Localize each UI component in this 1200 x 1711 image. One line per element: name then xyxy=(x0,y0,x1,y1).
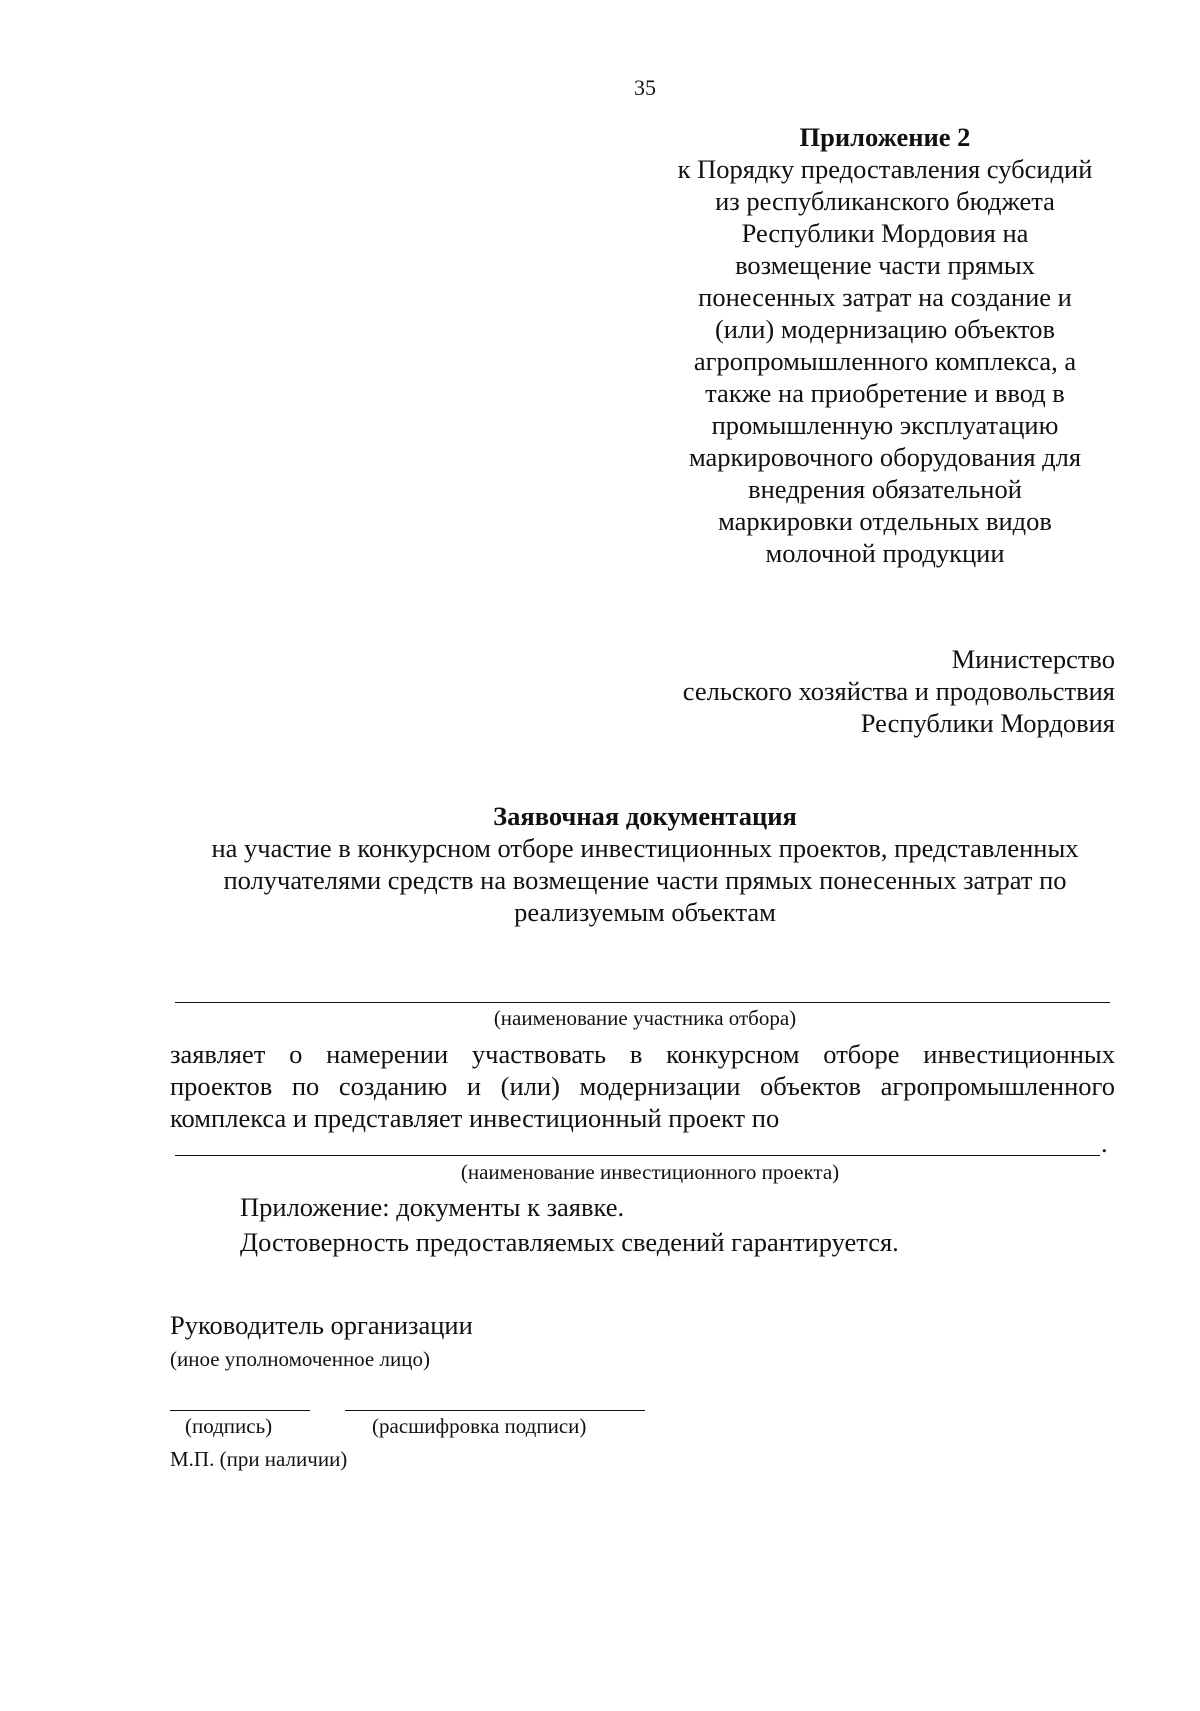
appendix-line: Республики Мордовия на xyxy=(741,218,1029,248)
heading-line: на участие в конкурсном отборе инвестиционных проектов, представленных xyxy=(211,833,1079,863)
participant-caption: (наименование участника отбора) xyxy=(493,1006,797,1030)
attachment-line: Приложение: документы к заявке. xyxy=(240,1192,625,1222)
statement-line: проектов по созданию и (или) модернизации объектов агропромышленного xyxy=(170,1071,1115,1101)
signature-caption: (подпись) xyxy=(185,1414,273,1438)
signature-line xyxy=(170,1410,310,1411)
guarantee-line: Достоверность предоставляемых сведений гарантируется. xyxy=(240,1227,899,1257)
project-name-line xyxy=(175,1155,1100,1156)
appendix-line: к Порядку предоставления субсидий xyxy=(677,154,1093,184)
appendix-line: возмещение части прямых xyxy=(735,250,1035,280)
addressee-line: Министерство xyxy=(951,644,1115,674)
addressee-block xyxy=(683,643,1115,739)
appendix-title: Приложение 2 xyxy=(799,122,971,152)
signatory-title: Руководитель организации xyxy=(170,1310,473,1340)
appendix-block xyxy=(650,121,1120,569)
addressee-line: Республики Мордовия xyxy=(860,708,1115,738)
appendix-line: промышленную эксплуатацию xyxy=(711,410,1059,440)
statement-line: комплекса и представляет инвестиционный проект по xyxy=(170,1103,780,1133)
appendix-line: агропромышленного комплекса, а xyxy=(693,346,1077,376)
signature-decode-line xyxy=(345,1410,645,1411)
appendix-line: внедрения обязательной xyxy=(748,474,1022,504)
appendix-line: также на приобретение и ввод в xyxy=(705,378,1065,408)
addressee-line: сельского хозяйства и продовольствия xyxy=(682,676,1115,706)
statement-line: заявляет о намерении участвовать в конкурсном отборе инвестиционных xyxy=(170,1039,1115,1069)
document-heading xyxy=(160,800,1130,928)
heading-line: реализуемым объектам xyxy=(514,897,776,927)
project-line-period: . xyxy=(1101,1128,1108,1158)
page-number: 35 xyxy=(634,75,656,100)
heading-line: получателями средств на возмещение части прямых понесенных затрат по xyxy=(223,865,1067,895)
stamp-note: М.П. (при наличии) xyxy=(170,1447,348,1471)
document-title: Заявочная документация xyxy=(493,801,797,831)
participant-name-line xyxy=(175,1002,1110,1003)
appendix-line: молочной продукции xyxy=(765,538,1005,568)
project-caption: (наименование инвестиционного проекта) xyxy=(460,1160,840,1184)
appendix-line: из республиканского бюджета xyxy=(715,186,1055,216)
appendix-line: маркировки отдельных видов xyxy=(718,506,1052,536)
appendix-line: (или) модернизацию объектов xyxy=(714,314,1056,344)
signatory-subtitle: (иное уполномоченное лицо) xyxy=(170,1347,430,1371)
signature-decode-caption: (расшифровка подписи) xyxy=(372,1414,587,1438)
appendix-line: маркировочного оборудования для xyxy=(688,442,1082,472)
appendix-line: понесенных затрат на создание и xyxy=(698,282,1072,312)
